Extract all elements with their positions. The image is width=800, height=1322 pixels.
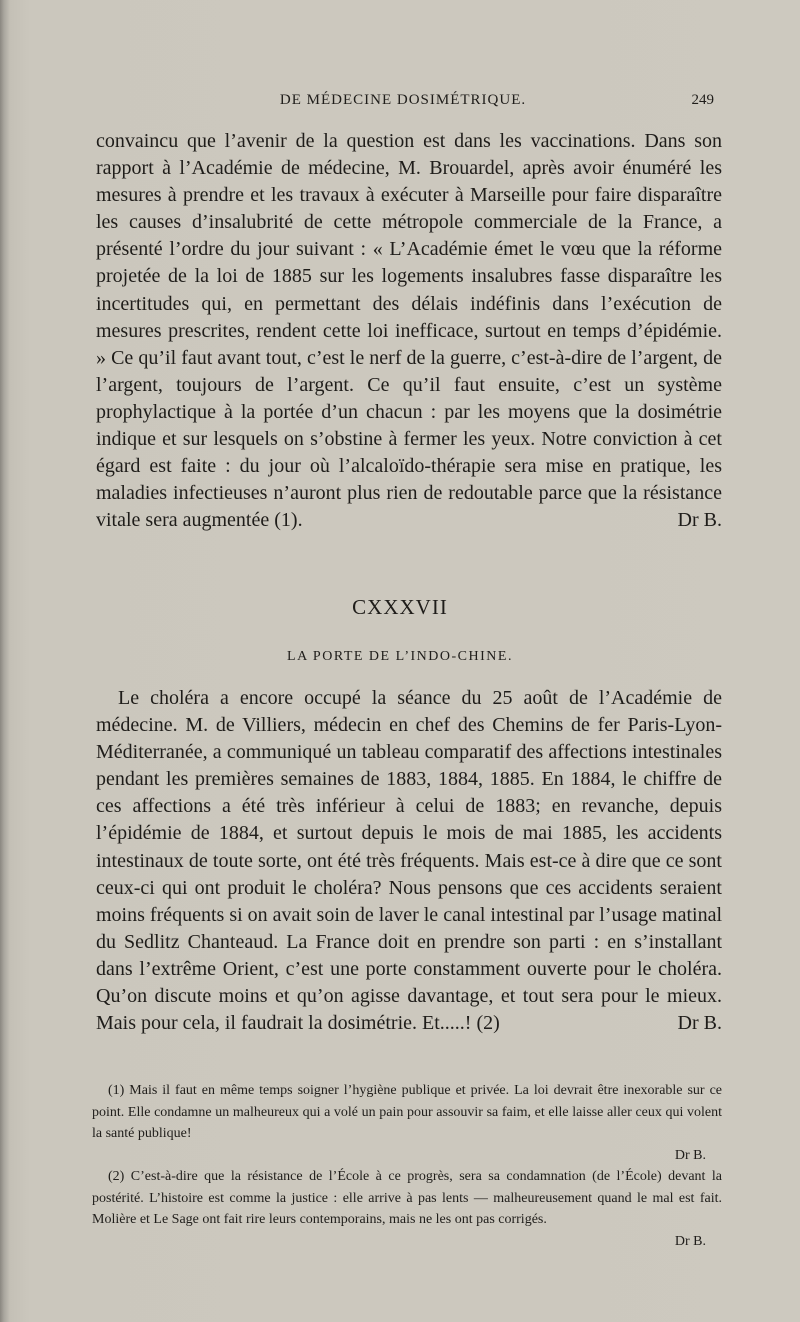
paragraph-cholera: [96, 685, 722, 1037]
paragraph-text: convaincu que l’avenir de la question est dans les vaccinations. Dans son rapport à l’Académie de médecine, M. Brouardel, après avoir énuméré les mesures à prendre et les travaux à exécuter à Marseille pour faire disparaître les causes d’insalubrité de cette métropole commerciale de la France, a présenté l’ordre du jour suivant : « L’Académie émet le vœu que la réforme projetée de la loi de 1885 sur les logements insalubres fasse disparaître les incertitudes qui, en permettant des délais indéfinis dans l’exécution de mesures prescrites, rendent cette loi inefficace, surtout en temps d’épidémie. » Ce qu’il faut avant tout, c’est le nerf de la guerre, c’est-à-dire de l’argent, de l’argent, toujours de l’argent. Ce qu’il faut ensuite, c’est un système prophylactique à la portée d’un chacun : par les moyens que la dosimétrie indique et sur lesquels on s’obstine à fermer les yeux. Notre conviction à cet égard est faite : du jour où l’alcaloïdo-thérapie sera mise en pratique, les maladies infectieuses n’auront plus rien de redoutable parce que la résistance vitale sera augmentée (1).: [96, 130, 722, 532]
running-head: [92, 92, 714, 116]
footnote-2: (2) C’est-à-dire que la résistance de l’École à ce progrès, sera sa condamnation (de l’École) devant la postérité. L’histoire est comme la justice : elle arrive à pas lents — malheureusement quand le mal est fait. Molière et Le Sage ont fait rire leurs contemporains, mais ne les ont pas corrigés.: [92, 1169, 722, 1227]
paragraph-text: Le choléra a encore occupé la séance du 25 août de l’Académie de médecine. M. de Villiers, médecin en chef des Chemins de fer Paris-Lyon-Méditerranée, a communiqué un tableau comparatif des affections intestinales pendant les premières semaines de 1883, 1884, 1885. En 1884, le chiffre de ces affections a été très inférieur à celui de 1883; en revanche, depuis l’épidémie de 1884, et surtout depuis le mois de mai 1885, les accidents intestinaux de toute sorte, ont été très fréquents. Mais est-ce à dire que ce sont ceux-ci qui ont produit le choléra? Nous pensons que ces accidents seraient moins fréquents si on avait soin de laver le canal intestinal par l’usage matinal du Sedlitz Chanteaud. La France doit en prendre son parti : en s’installant dans l’extrême Orient, c’est une porte constamment ouverte pour le choléra. Qu’on discute moins et qu’on agisse davantage, et tout sera pour le mieux. Mais pour cela, il faudrait la dosimétrie. Et.....! (2): [96, 687, 722, 1035]
chapter-number: CXXXVII: [352, 595, 448, 619]
signature: Dr B.: [677, 509, 722, 532]
footnote-2-signature: Dr B.: [674, 1233, 706, 1249]
page-number: 249: [691, 92, 714, 108]
footnote-1: (1) Mais il faut en même temps soigner l’hygiène publique et privée. La loi devrait être inexorable sur ce point. Elle condamne un malheureux qui a volé un pain pour assouvir sa faim, et elle laisse aller ceux qui volent la santé publique!: [92, 1083, 722, 1141]
paragraph-continued: [96, 128, 722, 534]
running-title: DE MÉDECINE DOSIMÉTRIQUE.: [279, 92, 527, 108]
footnotes: [92, 1080, 722, 1252]
signature: Dr B.: [677, 1012, 722, 1035]
footnote-1-signature: Dr B.: [674, 1147, 706, 1163]
section-title: LA PORTE DE L’INDO-CHINE.: [287, 649, 513, 664]
